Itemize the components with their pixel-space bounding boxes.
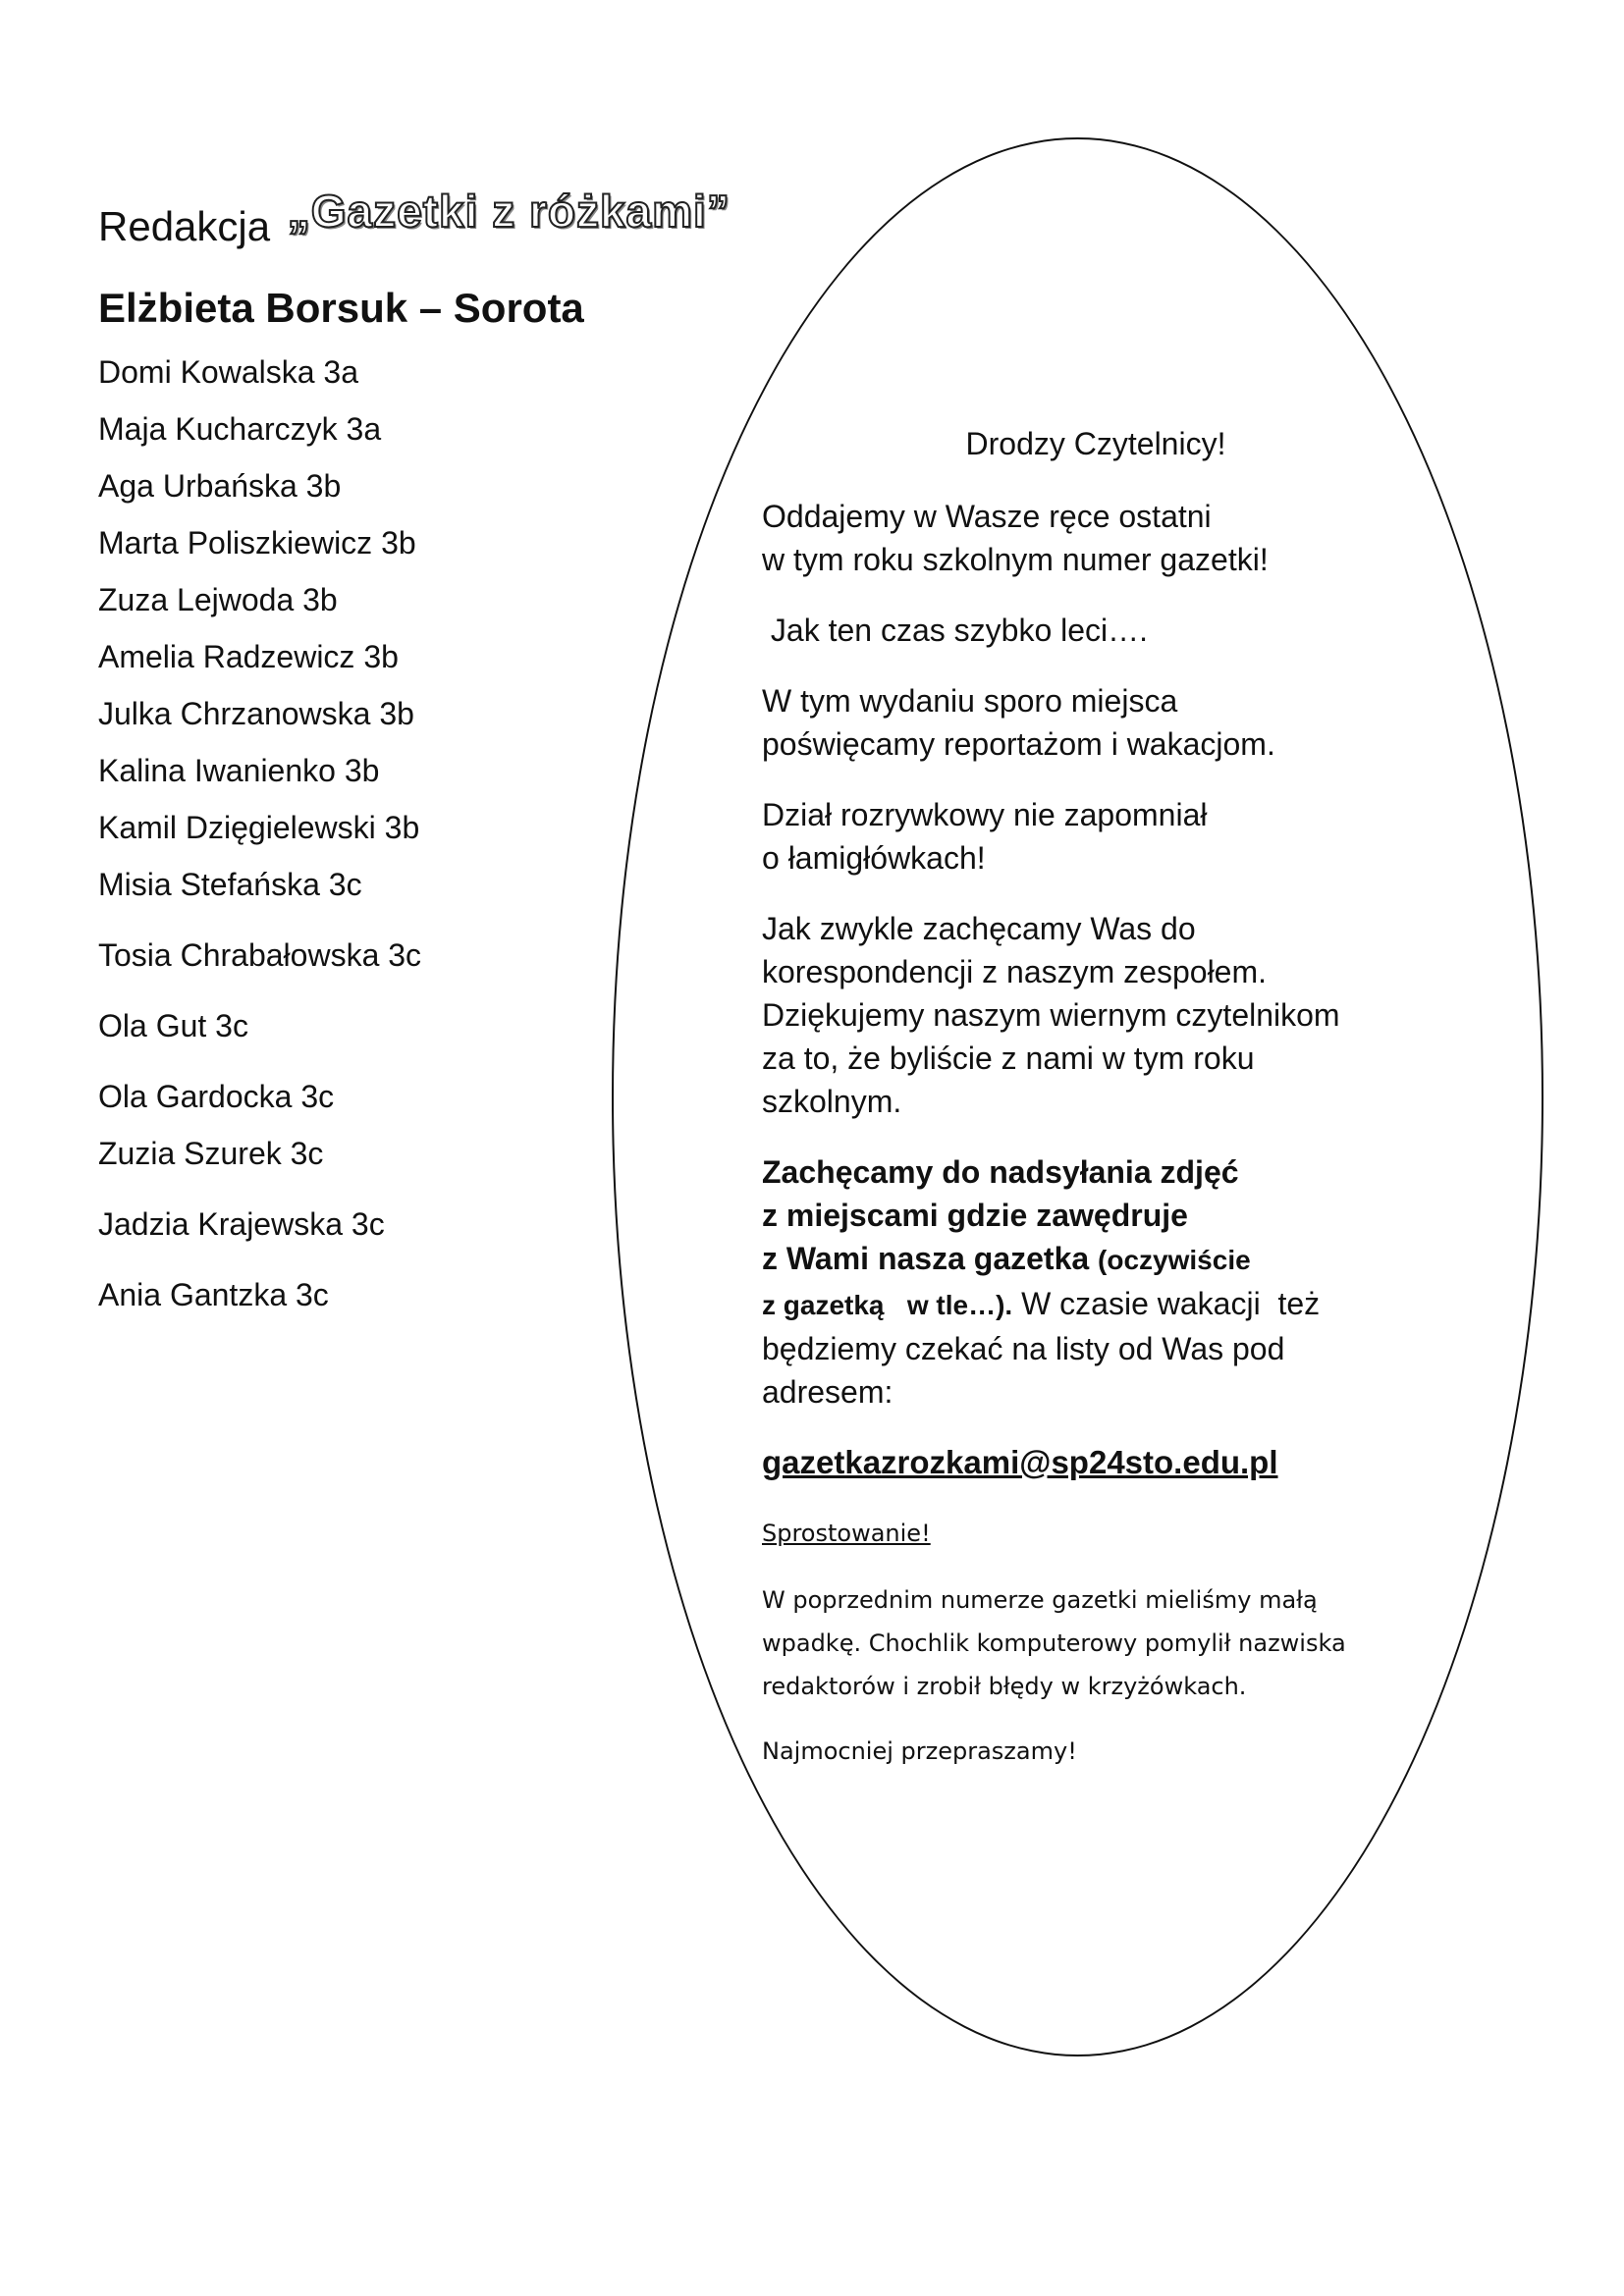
team-member: Domi Kowalska 3a xyxy=(98,354,358,390)
text-line: W czasie wakacji też xyxy=(1012,1286,1321,1321)
text-line: z miejscami gdzie zawędruje xyxy=(762,1198,1188,1233)
team-member: Ania Gantzka 3c xyxy=(98,1277,329,1312)
text-line: z gazetką w tle…). xyxy=(762,1290,1013,1320)
text-line: Oddajemy w Wasze ręce ostatni xyxy=(762,499,1212,534)
team-member: Jadzia Krajewska 3c xyxy=(98,1206,385,1242)
text-line: wpadkę. Chochlik komputerowy pomylił nazwiska xyxy=(762,1629,1346,1657)
text-line: Dział rozrywkowy nie zapomniał xyxy=(762,797,1208,832)
text-line: poświęcamy reportażom i wakacjom. xyxy=(762,726,1275,762)
letter-paragraph xyxy=(762,495,1390,581)
letter-paragraph: Jak ten czas szybko leci…. xyxy=(762,613,1149,648)
correction-heading: Sprostowanie! xyxy=(762,1520,931,1547)
text-line: o łamigłówkach! xyxy=(762,840,986,876)
text-line: Dziękujemy naszym wiernym czytelnikom xyxy=(762,997,1340,1033)
team-member: Misia Stefańska 3c xyxy=(98,867,362,902)
text-line: W tym wydaniu sporo miejsca xyxy=(762,683,1178,719)
team-member: Ola Gut 3c xyxy=(98,1008,248,1043)
text-line: szkolnym. xyxy=(762,1084,902,1119)
team-member: Zuzia Szurek 3c xyxy=(98,1136,324,1171)
photo-invitation-paragraph xyxy=(762,1150,1390,1414)
text-line: Zachęcamy do nadsyłania zdjęć xyxy=(762,1154,1239,1190)
text-line: adresem: xyxy=(762,1374,893,1410)
team-member: Maja Kucharczyk 3a xyxy=(98,411,382,447)
masthead-prefix: Redakcja xyxy=(98,203,271,249)
team-member: Ola Gardocka 3c xyxy=(98,1079,335,1114)
masthead xyxy=(98,186,731,249)
correction-paragraph xyxy=(762,1578,1390,1708)
team-member: Kamil Dzięgielewski 3b xyxy=(98,810,420,845)
text-line: w tym roku szkolnym numer gazetki! xyxy=(762,542,1269,577)
letter-paragraph xyxy=(762,907,1390,1123)
team-member: Tosia Chrabałowska 3c xyxy=(98,937,422,973)
text-line: (oczywiście xyxy=(1098,1245,1251,1275)
letter-paragraph xyxy=(762,793,1390,880)
text-line: W poprzednim numerze gazetki mieliśmy małą xyxy=(762,1586,1318,1614)
team-member: Aga Urbańska 3b xyxy=(98,468,342,504)
text-line: korespondencji z naszym zespołem. xyxy=(762,954,1268,989)
text-line: za to, że byliście z nami w tym roku xyxy=(762,1041,1255,1076)
newsletter-logo-text: „Gazetki z różkami” xyxy=(287,186,731,237)
text-line: będziemy czekać na listy od Was pod xyxy=(762,1331,1285,1366)
apology-text: Najmocniej przepraszamy! xyxy=(762,1737,1077,1765)
team-member: Amelia Radzewicz 3b xyxy=(98,639,399,674)
letter-paragraph xyxy=(762,679,1390,766)
team-member: Zuza Lejwoda 3b xyxy=(98,582,338,617)
editor-in-chief: Elżbieta Borsuk – Sorota xyxy=(98,285,584,331)
contact-email-link[interactable]: gazetkazrozkami@sp24sto.edu.pl xyxy=(762,1444,1278,1480)
text-line: Jak zwykle zachęcamy Was do xyxy=(762,911,1196,946)
letter-to-readers xyxy=(762,422,1390,1769)
text-line: z Wami nasza gazetka xyxy=(762,1241,1099,1276)
team-member: Julka Chrzanowska 3b xyxy=(98,696,414,731)
team-member: Kalina Iwanienko 3b xyxy=(98,753,380,788)
letter-greeting: Drodzy Czytelnicy! xyxy=(965,426,1226,461)
team-member: Marta Poliszkiewicz 3b xyxy=(98,525,416,561)
text-line: redaktorów i zrobił błędy w krzyżówkach. xyxy=(762,1673,1247,1700)
